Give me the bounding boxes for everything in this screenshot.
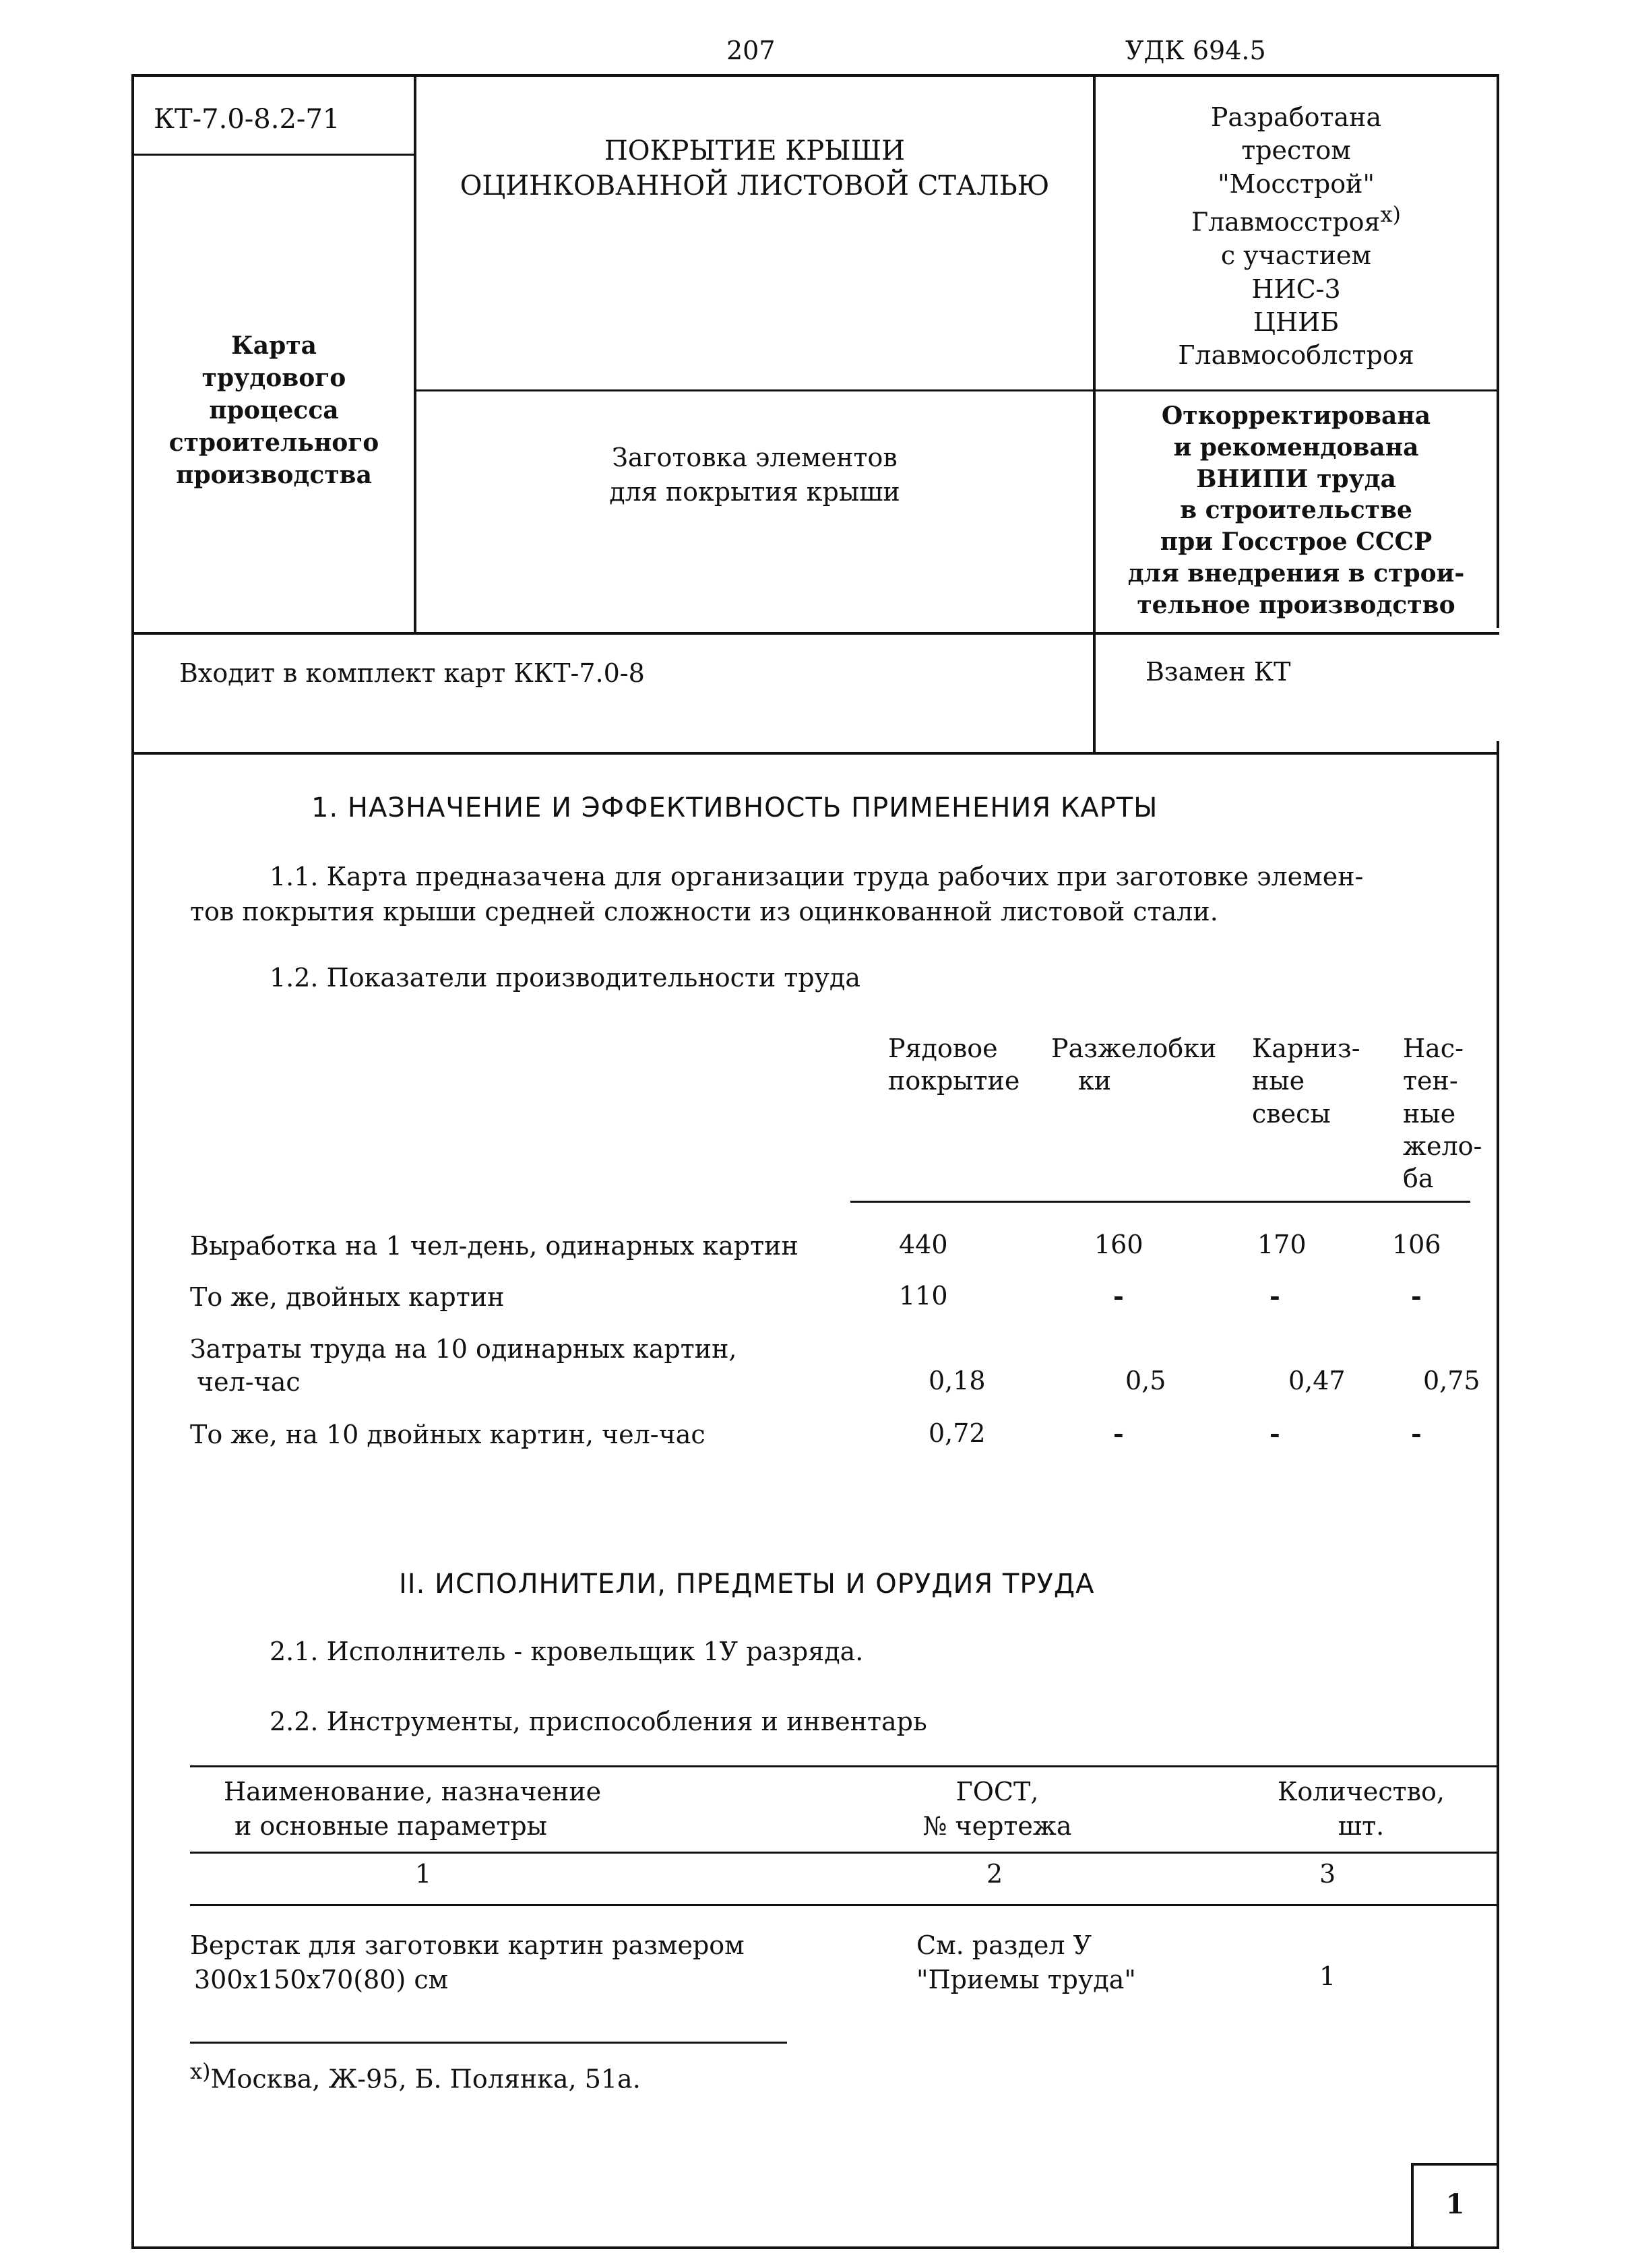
row-label: Затраты труда на 10 одинарных картин, чел-час (190, 1334, 737, 1397)
col-header-regular: Рядовое покрытие (888, 1034, 1020, 1096)
row-value: 110 (899, 1281, 948, 1311)
footnote-separator (190, 2042, 787, 2044)
section2-p2: 2.2. Инструменты, приспособления и инвентарь (270, 1707, 927, 1736)
card-code: КТ-7.0-8.2-71 (154, 104, 340, 135)
tools-row-qty: 1 (1319, 1961, 1336, 1991)
col-header-underline (850, 1201, 1470, 1203)
udk-code: УДК 694.5 (1125, 36, 1266, 65)
header-mid-line (416, 389, 1499, 391)
frame-bottom (131, 2246, 1499, 2249)
section1-p2: 1.2. Показатели производительности труда (270, 963, 861, 993)
card-type: Карта трудового процесса строительного производства (168, 332, 379, 489)
tools-row-gost: См. раздел У "Приемы труда" (916, 1930, 1136, 1995)
row-value: - (1269, 1281, 1280, 1311)
card-set: Входит в комплект карт ККТ-7.0-8 (179, 658, 645, 688)
row-value: - (1269, 1418, 1280, 1449)
row-label: Выработка на 1 чел-день, одинарных картин (190, 1231, 798, 1261)
row-value: - (1411, 1281, 1422, 1311)
section1-p1-line2: тов покрытия крыши средней сложности из оцинкованной листовой стали. (190, 897, 1218, 926)
card-title: ПОКРЫТИЕ КРЫШИ ОЦИНКОВАННОЙ ЛИСТОВОЙ СТАЛЬЮ (460, 135, 1050, 201)
row-value: 106 (1392, 1230, 1441, 1259)
tools-header-line (190, 1852, 1499, 1854)
sheet-number: 1 (1445, 2188, 1465, 2220)
frame-right-upper (1497, 74, 1499, 628)
section1-p1-line1: 1.1. Карта предназачена для организации труда рабочих при заготовке элемен- (270, 862, 1364, 891)
row-value: 0,72 (929, 1418, 986, 1448)
developer-footnote-mark: x) (1380, 201, 1402, 228)
tools-header-qty: Количество, шт. (1277, 1777, 1445, 1841)
card-subtitle: Заготовка элементов для покрытия крыши (609, 443, 900, 507)
row-value: 0,47 (1288, 1366, 1346, 1395)
col-header-gutters: Нас- тен- ные жело- ба (1403, 1034, 1482, 1193)
row-label: То же, двойных картин (190, 1282, 505, 1312)
tools-col-number: 1 (415, 1859, 432, 1889)
section2-p1: 2.1. Исполнитель - кровельщик 1У разряда. (270, 1637, 864, 1666)
col-header-eaves: Карниз- ные свесы (1252, 1034, 1360, 1129)
col-header-valleys: Разжелобки ки (1051, 1034, 1217, 1096)
replaces-card: Взамен КТ (1145, 657, 1291, 687)
section1-heading: 1. НАЗНАЧЕНИЕ И ЭФФЕКТИВНОСТЬ ПРИМЕНЕНИЯ КАРТЫ (311, 792, 1158, 823)
tools-header-name: Наименование, назначение и основные параметры (224, 1777, 602, 1841)
row-value: 160 (1094, 1230, 1143, 1259)
footnote-mark: x) (190, 2058, 211, 2084)
corrected-info: Откорректирована и рекомендована ВНИПИ труда в строительстве при Госстрое СССР для внедрения в строи- тельное производство (1127, 402, 1465, 619)
row-value: - (1411, 1418, 1422, 1449)
tools-header-gost: ГОСТ, № чертежа (922, 1777, 1072, 1841)
row-value: 0,75 (1423, 1366, 1480, 1395)
sheet-number-box (1411, 2163, 1497, 2246)
page-number-top: 207 (726, 36, 776, 65)
section2-heading: II. ИСПОЛНИТЕЛИ, ПРЕДМЕТЫ И ОРУДИЯ ТРУДА (399, 1569, 1095, 1600)
tools-table-top (190, 1765, 1499, 1767)
row-label: То же, на 10 двойных картин, чел-час (190, 1420, 705, 1449)
header-code-line (134, 154, 414, 156)
row-value: 440 (899, 1230, 948, 1259)
row-value: 170 (1257, 1230, 1307, 1259)
developer-info: Разработана трестом "Мосстрой" Главмосстроя$^{x)}$ с участием НИС-3 ЦНИБ Главмособлстроя (1178, 102, 1414, 371)
frame-top (131, 74, 1499, 77)
row-value: - (1113, 1418, 1124, 1449)
header-lower-line (134, 632, 1499, 635)
row-value: 0,5 (1125, 1366, 1166, 1395)
tools-row-name: Верстак для заготовки картин размером 300х150х70(80) см (190, 1930, 745, 1995)
tools-col-number: 3 (1319, 1859, 1336, 1889)
header-bottom-line (134, 752, 1499, 755)
tools-col-number: 2 (986, 1859, 1003, 1889)
row-value: - (1113, 1281, 1124, 1311)
tools-number-line (190, 1904, 1499, 1906)
row-value: 0,18 (929, 1366, 986, 1395)
frame-right-lower (1497, 741, 1499, 2249)
footnote: $^{x)}$Москва, Ж-95, Б. Полянка, 51а. (190, 2058, 641, 2094)
